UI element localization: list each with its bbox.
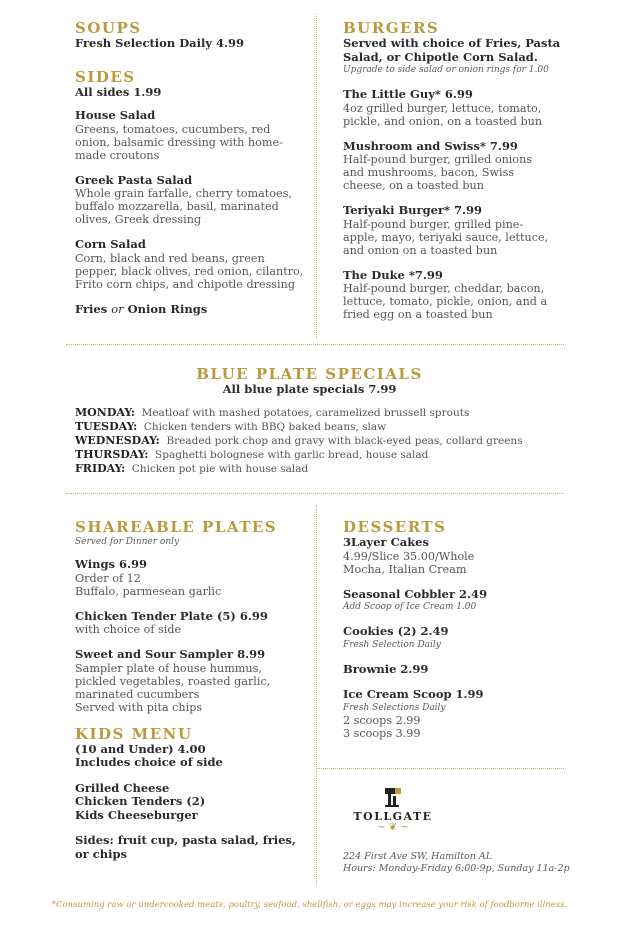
dessert-item: [343, 536, 583, 576]
sides-price: All sides 1.99: [75, 84, 162, 99]
dessert-item-line: 2 scoops 2.99: [343, 713, 421, 727]
shareable-item: [75, 648, 307, 714]
kids-heading: KIDS MENU: [75, 724, 193, 743]
tollgate-logo-icon: [382, 786, 404, 808]
side-item-desc: olives, Greek dressing: [75, 213, 202, 226]
kids-subtitle: (10 and Under) 4.00: [75, 741, 206, 756]
desserts-heading: DESSERTS: [343, 518, 447, 536]
side-item-desc: Corn, black and red beans, green: [75, 251, 265, 265]
side-item: [75, 174, 307, 227]
burger-item-desc: 4oz grilled burger, lettuce, tomato,: [343, 101, 542, 115]
special-dish: Meatloaf with mashed potatoes, caramelized brussell sprouts: [141, 407, 470, 419]
burgers-upgrade-note: Upgrade to side salad or onion rings for 1.00: [343, 65, 549, 75]
kids-subtitle: Includes choice of side: [75, 755, 223, 769]
shareable-item-desc: with choice of side: [75, 623, 182, 636]
dessert-item-note: Fresh Selection Daily: [343, 639, 441, 650]
special-day: MONDAY:: [75, 406, 135, 419]
dessert-item-line: 3 scoops 3.99: [343, 726, 421, 740]
shareable-item-name: Chicken Tender Plate (5) 6.99: [75, 608, 268, 623]
side-item-desc: Frito corn chips, and chipotle dressing: [75, 277, 295, 291]
special-row: [75, 434, 595, 448]
burger-item-name: Mushroom and Swiss* 7.99: [343, 138, 518, 153]
fries-label: Fries: [75, 301, 108, 316]
dessert-item: [343, 625, 583, 651]
special-day: WEDNESDAY:: [75, 434, 160, 447]
burger-item-desc: and mushrooms, bacon, Swiss: [343, 166, 515, 179]
tollgate-logo: [343, 786, 443, 833]
kids-item: Grilled Cheese: [75, 780, 170, 795]
shareable-item-desc: Sampler plate of house hummus,: [75, 661, 262, 675]
burger-item-desc: Half-pound burger, cheddar, bacon,: [343, 282, 545, 295]
brand-name: TOLLGATE: [353, 810, 433, 823]
specials-days: [75, 406, 595, 476]
burger-item: [343, 204, 583, 257]
special-row: [75, 448, 595, 462]
dessert-item-name: 3Layer Cakes: [343, 535, 429, 549]
burger-item-desc: cheese, on a toasted bun: [343, 179, 484, 192]
shareable-note: Served for Dinner only: [75, 537, 180, 547]
dessert-item-note: Fresh Selections Daily: [343, 702, 446, 713]
burger-item-desc: pickle, and onion, on a toasted bun: [343, 114, 543, 128]
brand-address: 224 First Ave SW, Hamilton AL: [343, 851, 493, 862]
soups-heading: SOUPS: [75, 19, 142, 37]
shareable-item-name: Wings 6.99: [75, 557, 147, 571]
specials-heading: BLUE PLATE SPECIALS: [196, 365, 423, 383]
burgers-subtitle: Salad, or Chipotle Corn Salad.: [343, 49, 538, 64]
burger-item: [343, 269, 583, 322]
side-item-desc: buffalo mozzarella, basil, marinated: [75, 200, 279, 213]
side-item-name: House Salad: [75, 108, 156, 122]
side-item-desc: onion, balsamic dressing with home-: [75, 135, 283, 149]
burger-item-desc: lettuce, tomato, pickle, onion, and a: [343, 295, 548, 308]
soups-line: Fresh Selection Daily 4.99: [75, 36, 245, 50]
footer-disclaimer: *Consuming raw or undercooked meats, poultry, seafood, shellfish, or eggs may increase your risk of foodborne illness.: [51, 900, 568, 910]
side-item: [75, 238, 307, 291]
side-item-desc: pepper, black olives, red onion, cilantro,: [75, 264, 304, 278]
burger-item-desc: apple, mayo, teriyaki sauce, lettuce,: [343, 230, 549, 244]
dessert-item-name: Brownie 2.99: [343, 661, 429, 676]
brand-block: [343, 786, 583, 875]
dessert-item: [343, 663, 583, 677]
top-vertical-divider: [316, 14, 317, 339]
burgers-column: [343, 20, 583, 333]
special-row: [75, 406, 595, 420]
special-day: THURSDAY:: [75, 448, 149, 461]
special-day: TUESDAY:: [75, 420, 138, 433]
side-item-name: Corn Salad: [75, 237, 146, 251]
shareable-item-desc: Served with pita chips: [75, 700, 203, 714]
brand-divider: [316, 768, 564, 769]
special-row: [75, 420, 595, 434]
brand-hours: Hours: Monday-Friday 6:00-9p, Sunday 11a-2p: [343, 863, 570, 874]
burger-item-desc: fried egg on a toasted bun: [343, 308, 493, 321]
onion-rings-label: Onion Rings: [127, 301, 208, 316]
kids-item: Chicken Tenders (2): [75, 794, 206, 808]
shareable-item-name: Sweet and Sour Sampler 8.99: [75, 647, 266, 661]
burgers-heading: BURGERS: [343, 19, 440, 37]
special-dish: Breaded pork chop and gravy with black-eyed peas, collard greens: [166, 435, 523, 447]
kids-sides: Sides: fruit cup, pasta salad, fries,: [75, 833, 296, 847]
burger-item-desc: Half-pound burger, grilled onions: [343, 153, 533, 166]
special-day: FRIDAY:: [75, 462, 126, 475]
special-row: [75, 462, 595, 476]
side-item-desc: Greens, tomatoes, cucumbers, red: [75, 122, 271, 136]
side-item: [75, 109, 307, 162]
specials-subtitle: All blue plate specials 7.99: [222, 382, 397, 396]
burger-item-name: Teriyaki Burger* 7.99: [343, 203, 483, 217]
dessert-item-line: 4.99/Slice 35.00/Whole: [343, 549, 475, 563]
burger-item: [343, 140, 583, 193]
special-dish: Chicken pot pie with house salad: [131, 463, 309, 475]
shareable-item: [75, 558, 307, 598]
fries-rings-line: [75, 303, 307, 317]
kids-item: Kids Cheeseburger: [75, 807, 198, 822]
dessert-item: [343, 588, 583, 614]
burger-item: [343, 88, 583, 128]
kids-sides: or chips: [75, 846, 127, 861]
dessert-item-note: Add Scoop of Ice Cream 1.00: [343, 602, 477, 612]
bottom-vertical-divider: [316, 505, 317, 885]
burger-item-desc: and onion on a toasted bun: [343, 243, 498, 257]
burger-item-name: The Duke *7.99: [343, 267, 443, 282]
burgers-subtitle: Served with choice of Fries, Pasta: [343, 36, 561, 50]
shareable-item-desc: Buffalo, parmesean garlic: [75, 584, 222, 598]
dessert-item-name: Ice Cream Scoop 1.99: [343, 687, 484, 701]
dessert-item-line: Mocha, Italian Cream: [343, 562, 467, 576]
dessert-item-name: Seasonal Cobbler 2.49: [343, 586, 488, 601]
dessert-item-name: Cookies (2) 2.49: [343, 624, 449, 638]
side-item-desc: Whole grain farfalle, cherry tomatoes,: [75, 187, 292, 200]
middle-horizontal-divider: [66, 493, 564, 494]
dessert-item: [343, 688, 583, 740]
side-item-desc: made croutons: [75, 148, 160, 162]
shareable-item-desc: marinated cucumbers: [75, 687, 200, 701]
side-item-name: Greek Pasta Salad: [75, 172, 193, 187]
special-dish: Spaghetti bolognese with garlic bread, house salad: [155, 449, 429, 461]
desserts-column: [343, 519, 583, 752]
burger-item-desc: Half-pound burger, grilled pine-: [343, 217, 524, 231]
burger-item-name: The Little Guy* 6.99: [343, 87, 473, 101]
shareable-item-desc: Order of 12: [75, 571, 141, 585]
shareable-item: [75, 610, 307, 637]
or-label: or: [111, 301, 124, 316]
shareable-heading: SHAREABLE PLATES: [75, 518, 278, 536]
top-horizontal-divider: [66, 344, 564, 345]
sides-heading: SIDES: [75, 67, 136, 86]
shareable-item-desc: pickled vegetables, roasted garlic,: [75, 674, 271, 688]
left-top-column: [75, 20, 307, 316]
specials-header: [0, 366, 619, 397]
special-dish: Chicken tenders with BBQ baked beans, slaw: [143, 421, 387, 433]
left-bottom-column: [75, 519, 307, 861]
flourish-icon: ~ ❦ ~: [377, 822, 409, 833]
